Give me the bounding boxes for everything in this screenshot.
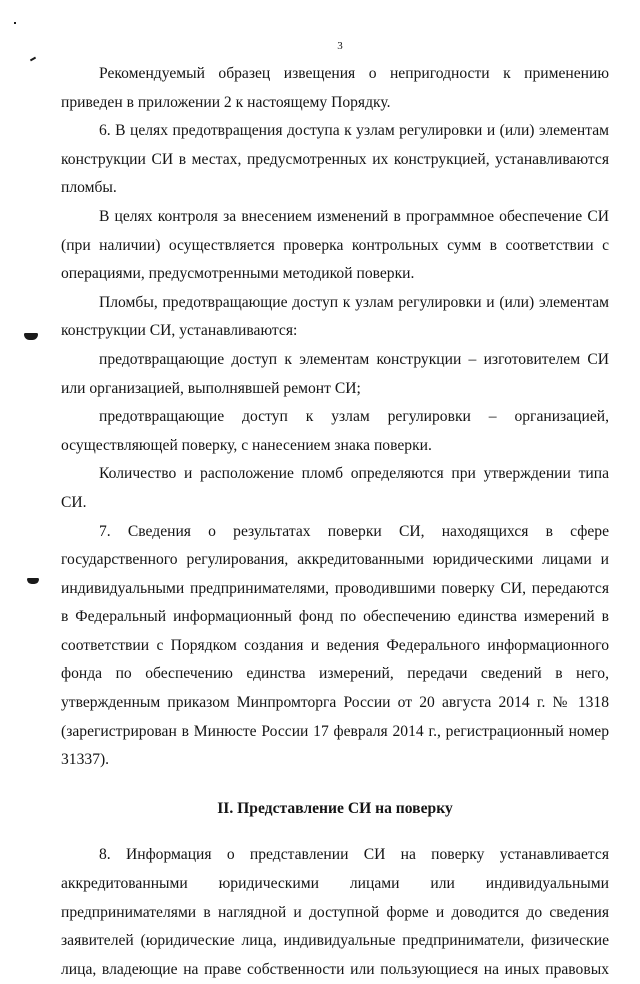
paragraph: предотвращающие доступ к узлам регулировки – организацией, осуществляющей поверку, с нанесением знака поверки.: [61, 408, 609, 454]
page-number: 3: [337, 40, 343, 52]
scan-mark: [14, 22, 16, 24]
paragraph: 8. Информация о представлении СИ на поверку устанавливается аккредитованными юридическими лицами или индивидуальными предпринимателями в наглядной и доступной форме и доводится до сведения заявителей (юридические лица, индивидуальные предприниматели, физические лица, владеющие на праве собственности или пользующиеся на иных правовых: [61, 846, 609, 978]
paragraph: предотвращающие доступ к элементам конструкции – изготовителем СИ или организацией, выполнявшей ремонт СИ;: [61, 350, 609, 397]
paragraph: 6. В целях предотвращения доступа к узлам регулировки и (или) элементам конструкции СИ в местах, предусмотренных их конструкцией, устанавливаются пломбы.: [61, 122, 609, 197]
binding-hole-mark: [27, 578, 39, 584]
paragraph: Рекомендуемый образец извещения о непригодности к применению приведен в приложении 2 к настоящему Порядку.: [61, 65, 609, 111]
paragraph: Пломбы, предотвращающие доступ к узлам регулировки и (или) элементам конструкции СИ, устанавливаются:: [61, 293, 609, 340]
document-body: [61, 60, 609, 984]
section-heading: II. Представление СИ на поверку: [217, 799, 453, 817]
paragraph: 7. Сведения о результатах поверки СИ, находящихся в сфере государственного регулирования, аккредитованными юридическими лицами и индивидуальными предпринимателями, проводившими поверку СИ, передаются в Федеральный информационный фонд по обеспечению единства измерений в соответствии с Порядком создания и ведения Федерального информационного фонда по обеспечению единства измерений, передачи сведений в него, утвержденным приказом Минпромторга России от 20 августа 2014 г. № 1318 (зарегистрирован в Минюсте России 17 февраля 2014 г., регистрационный номер 31337).: [61, 522, 609, 769]
binding-hole-mark: [24, 333, 38, 340]
paragraph: Количество и расположение пломб определяются при утверждении типа СИ.: [61, 465, 609, 511]
paragraph: В целях контроля за внесением изменений в программное обеспечение СИ (при наличии) осуществляется проверка контрольных сумм в соответствии с операциями, предусмотренными методикой поверки.: [61, 207, 609, 283]
scan-mark: [30, 57, 36, 62]
